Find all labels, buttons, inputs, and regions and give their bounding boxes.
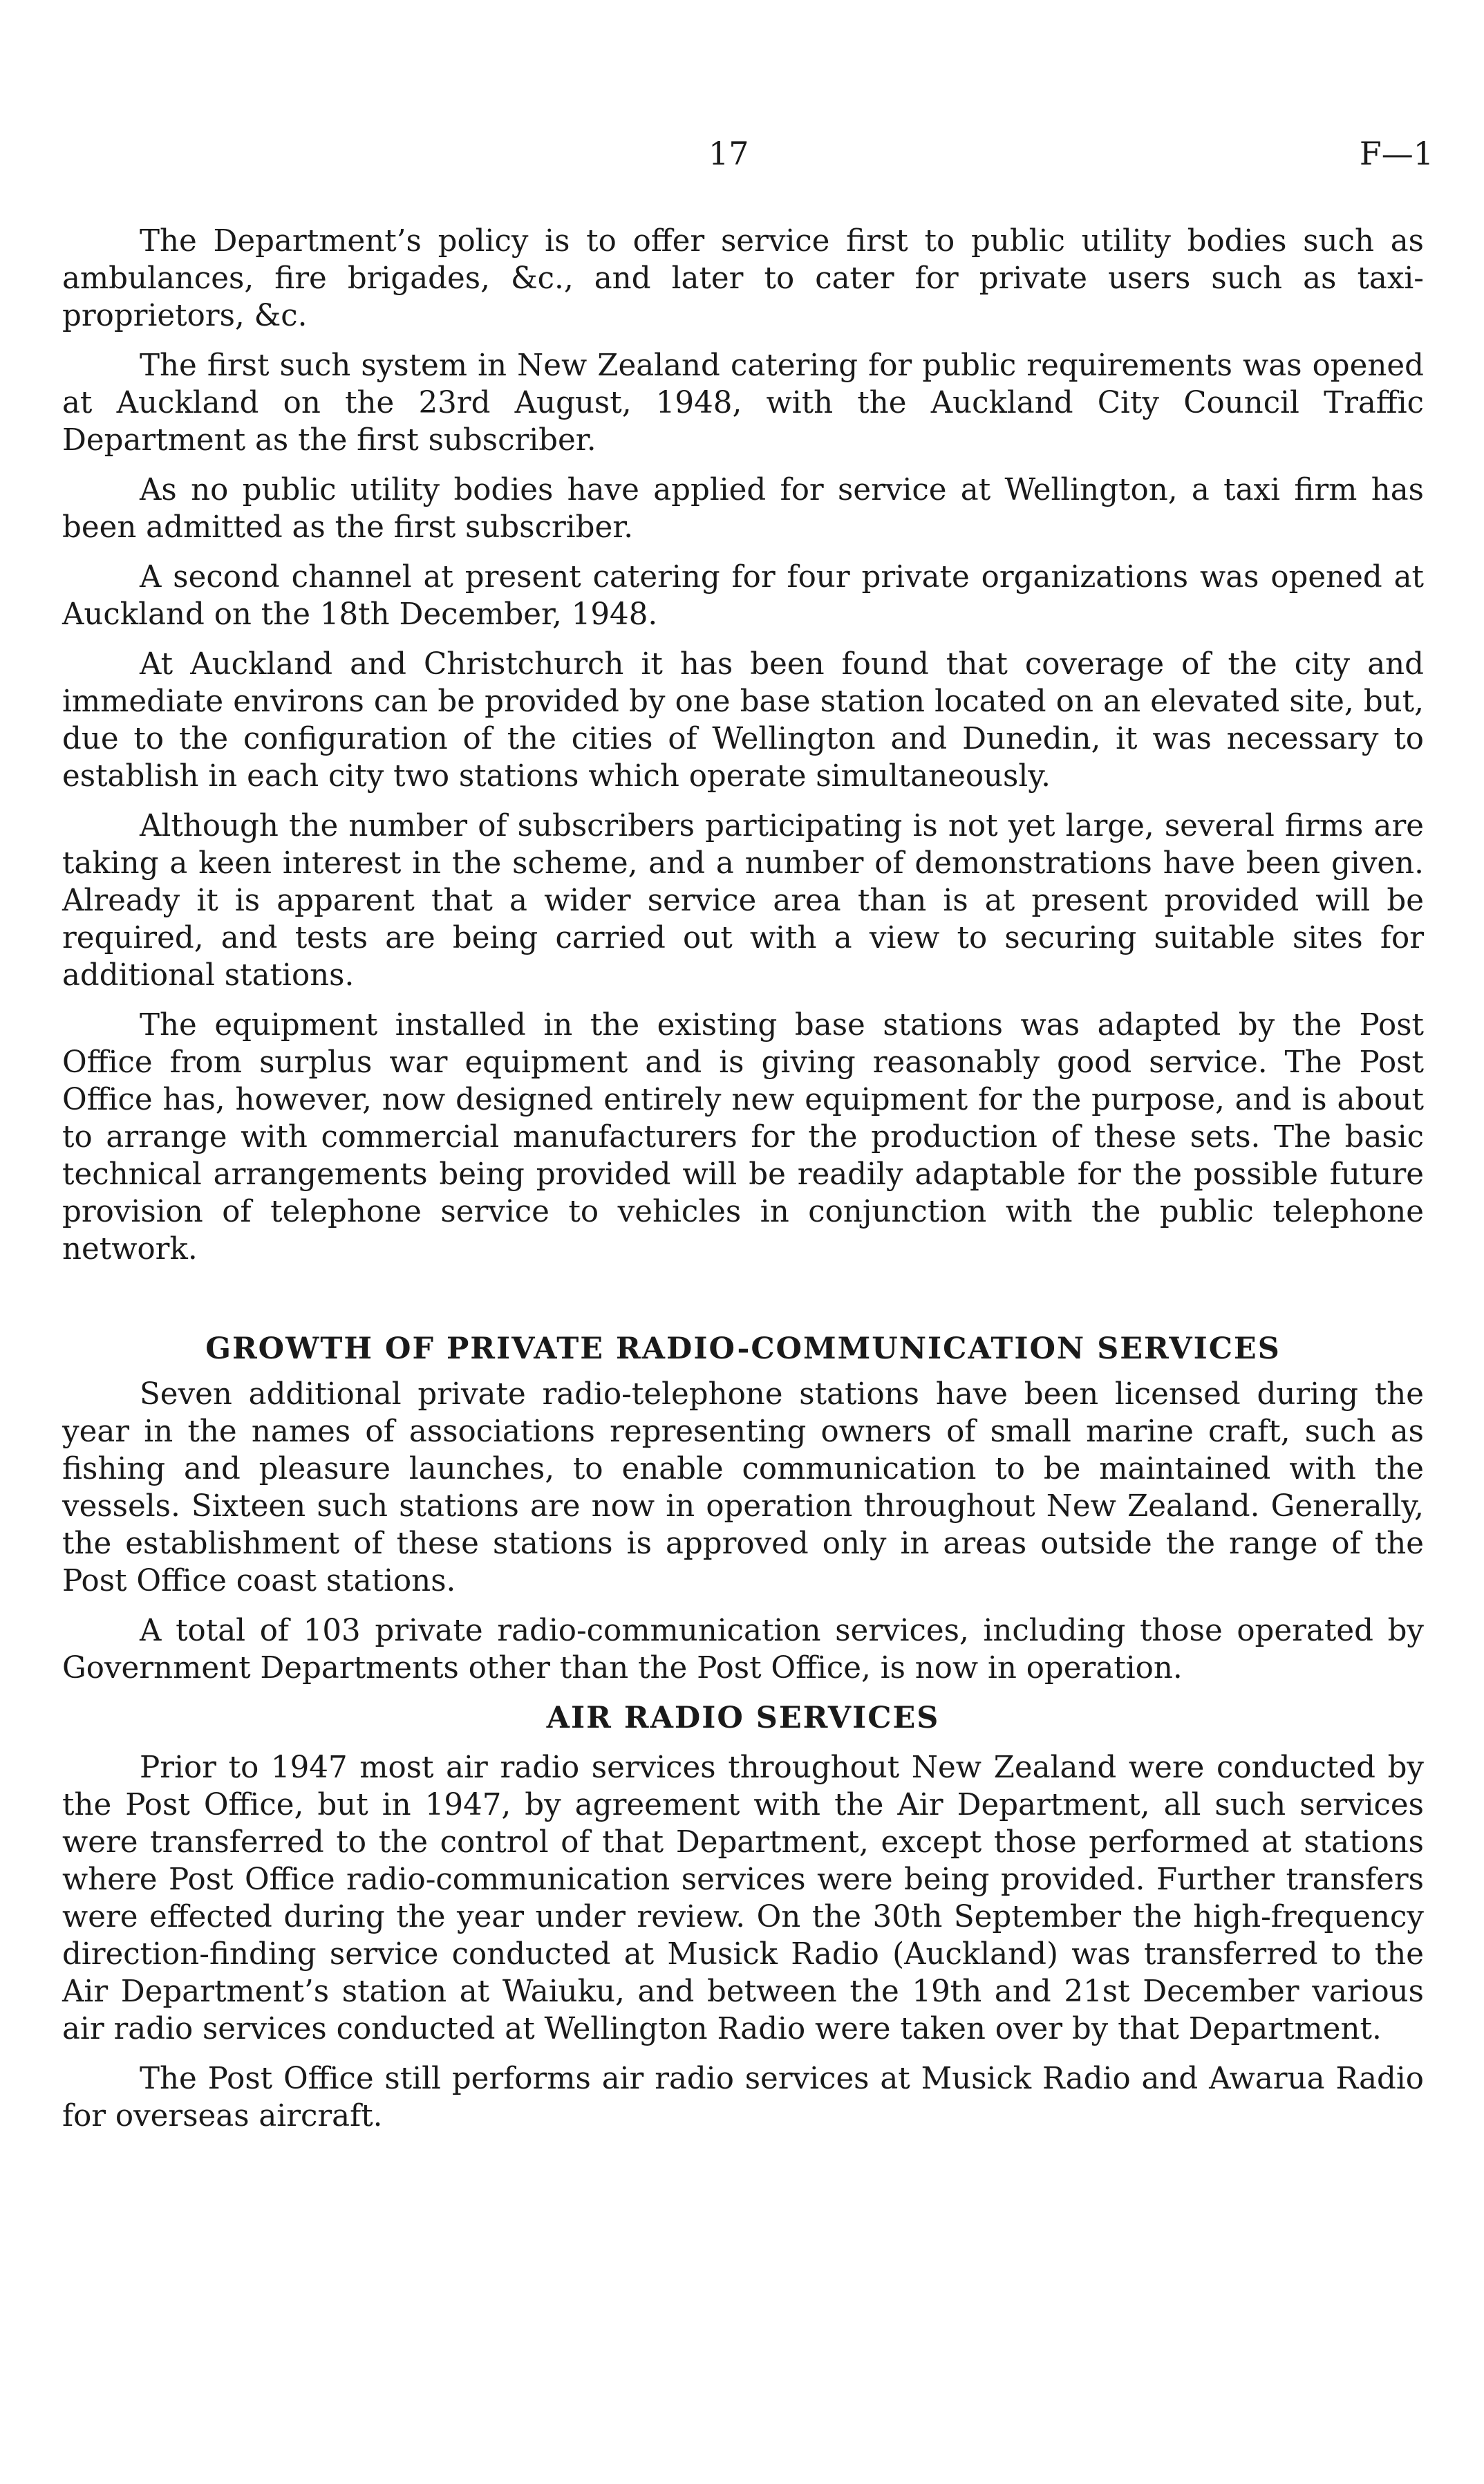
document-code: F—1 bbox=[1359, 135, 1434, 172]
body-text bbox=[62, 223, 1424, 2147]
section-heading-air-radio: AIR RADIO SERVICES bbox=[546, 1701, 940, 1735]
paragraph-private-stations: Seven additional private radio-telephone stations have been licensed during the year in the names of associations representing owners of small marine craft, such as fishing and pleasure launches, to enable communication to be maintained with the vessels. Sixteen such stations are now in operation throughout New Zealand. Generally, the establishment of these stations is approved only in areas outside the range of the Post Office coast stations. bbox=[62, 1377, 1424, 1598]
paragraph-wellington-subscriber: As no public utility bodies have applied for service at Wellington, a taxi firm has been admitted as the first subscriber. bbox=[62, 473, 1424, 545]
paragraph-subscriber-interest: Although the number of subscribers participating is not yet large, several firms are taking a keen interest in the scheme, and a number of demonstrations have been given. Already it is apparent that a wider service area than is at present provided will be required, and tests are being carried out with a view to securing suitable sites for additional stations. bbox=[62, 809, 1424, 993]
paragraph-first-system-auckland: The first such system in New Zealand catering for public requirements was opened at Auckland on the 23rd August, 1948, with the Auckland City Council Traffic Department as the first subscriber. bbox=[62, 348, 1424, 458]
paragraph-equipment: The equipment installed in the existing base stations was adapted by the Post Office from surplus war equipment and is giving reasonably good service. The Post Office has, however, now designed entirely new equipment for the purpose, and is about to arrange with commercial manufacturers for the production of these sets. The basic technical arrangements being provided will be readily adaptable for the possible future provision of telephone service to vehicles in conjunction with the public telephone network. bbox=[62, 1008, 1424, 1267]
page-header bbox=[0, 135, 1484, 183]
section-heading-growth: GROWTH OF PRIVATE RADIO-COMMUNICATION SERVICES bbox=[205, 1332, 1281, 1366]
paragraph-overseas-aircraft: The Post Office still performs air radio services at Musick Radio and Awarua Radio for overseas aircraft. bbox=[62, 2062, 1424, 2133]
paragraph-service-policy: The Department’s policy is to offer service first to public utility bodies such as ambulances, fire brigades, &c., and later to cater for private users such as taxi-proprietors, &c. bbox=[62, 224, 1424, 333]
paragraph-air-radio-transfers: Prior to 1947 most air radio services throughout New Zealand were conducted by the Post Office, but in 1947, by agreement with the Air Department, all such services were transferred to the control of that Department, except those performed at stations where Post Office radio-communication services were being provided. Further transfers were effected during the year under review. On the 30th September the high-frequency direction-finding service conducted at Musick Radio (Auckland) was transferred to the Air Department’s station at Waiuku, and between the 19th and 21st December various air radio services conducted at Wellington Radio were taken over by that Department. bbox=[62, 1750, 1424, 2046]
paragraph-coverage: At Auckland and Christchurch it has been found that coverage of the city and immediate environs can be provided by one base station located on an elevated site, but, due to the configuration of the cities of Wellington and Dunedin, it was necessary to establish in each city two stations which operate simultaneously. bbox=[62, 647, 1424, 794]
page-number: 17 bbox=[708, 135, 749, 172]
paragraph-total-services: A total of 103 private radio-communication services, including those operated by Government Departments other than the Post Office, is now in operation. bbox=[62, 1614, 1424, 1685]
paragraph-second-channel: A second channel at present catering for four private organizations was opened at Auckland on the 18th December, 1948. bbox=[62, 560, 1424, 632]
